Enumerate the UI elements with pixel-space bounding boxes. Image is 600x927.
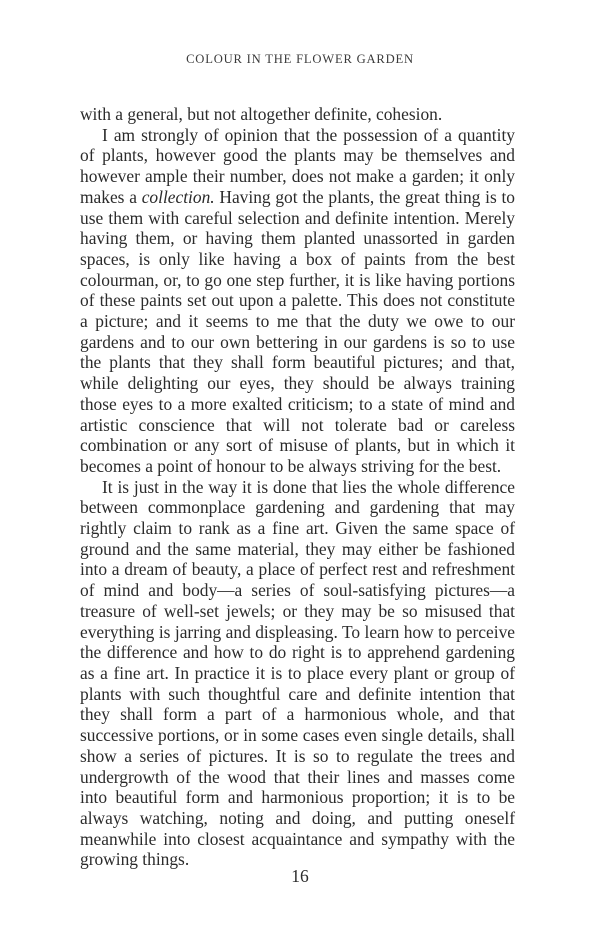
- paragraph-text-end: Having got the plants, the great thing is to use them with careful selection and definite intention. Merely having them, or having them planted unassorted in garden spaces, is only like having a box of paints from the best colourman, or, to go one step further, it is like having portions of these paints set out upon a palette. This does not constitute a picture; and it seems to me that the duty we owe to our gardens and to our own bettering in our gardens is so to use the plants that they shall form beautiful pictures; and that, while delighting our eyes, they should be always training those eyes to a more exalted criticism; to a state of mind and artistic conscience that will not tolerate bad or careless combination or any sort of misuse of plants, but in which it becomes a point of honour to be always striving for the best.: [80, 186, 516, 476]
- paragraph-continued: with a general, but not altogether definite, cohesion.: [80, 104, 443, 124]
- paragraph-fine-art: It is just in the way it is done that lies the whole difference between commonplace gardening and gardening that may rightly claim to rank as a fine art. Given the same space of ground and the same material, they may either be fashioned into a dream of beauty, a place of perfect rest and refreshment of mind and body—a series of soul-satisfying pictures—a treasure of well-set jewels; or they may be so misused that everything is jarring and displeasing. To learn how to perceive the difference and how to do right is to apprehend gardening as a fine art. In practice it is to place every plant or group of plants with such thoughtful care and definite intention that they shall form a part of a harmonious whole, and that successive portions, or in some cases even single details, shall show a series of pictures. It is so to regulate the trees and undergrowth of the wood that their lines and masses come into beautiful form and harmonious proportion; it is to be always watching, noting and doing, and putting oneself meanwhile into closest acquaintance and sympathy with the growing things.: [80, 476, 515, 870]
- paragraph-collection: [80, 125, 515, 477]
- paragraph-text-start: I am strongly of opinion that the possession of a quantity of plants, however good the plants may be themselves and however ample their number, does not make a garden; it only makes a: [80, 124, 515, 207]
- running-head: COLOUR IN THE FLOWER GARDEN: [186, 52, 414, 66]
- italic-term: collection.: [141, 186, 215, 207]
- body-text: [80, 104, 515, 870]
- page-number: 16: [291, 866, 309, 886]
